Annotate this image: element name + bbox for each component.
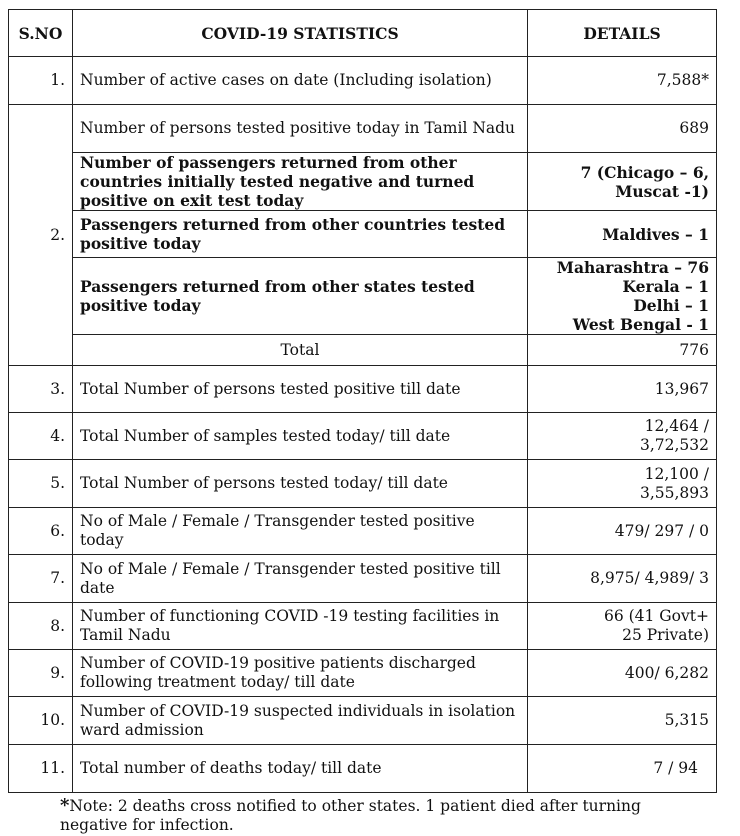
row-label: Number of active cases on date (Including isolation) — [73, 57, 528, 105]
row-value: 5,315 — [528, 697, 717, 745]
header-sno: S.NO — [9, 10, 73, 57]
table-row — [9, 57, 717, 105]
state-count: Kerala – 1 — [622, 277, 709, 296]
row-number: 10. — [9, 697, 73, 745]
row-number: 5. — [9, 460, 73, 508]
row-label: Total Number of samples tested today/ till date — [73, 413, 528, 460]
row-label: Total Number of persons tested today/ till date — [73, 460, 528, 508]
header-row — [9, 10, 717, 57]
value-line: 12,464 / — [644, 417, 709, 435]
row-label: Total number of deaths today/ till date — [73, 745, 528, 793]
table-row — [9, 153, 717, 211]
value-line: 25 Private) — [622, 626, 709, 644]
footnote-marker: * — [60, 795, 70, 816]
row-label: Number of COVID-19 suspected individuals in isolation ward admission — [73, 697, 528, 745]
row-value: 8,975/ 4,989/ 3 — [528, 555, 717, 603]
row-number: 3. — [9, 366, 73, 413]
row-number: 11. — [9, 745, 73, 793]
table-row — [9, 258, 717, 335]
row-label: Number of COVID-19 positive patients discharged following treatment today/ till date — [73, 650, 528, 697]
table-row — [9, 211, 717, 258]
row-value: 400/ 6,282 — [528, 650, 717, 697]
state-count: Delhi – 1 — [633, 296, 709, 315]
total-label: Total — [73, 335, 528, 366]
row-number: 9. — [9, 650, 73, 697]
covid-stats-table — [8, 9, 717, 793]
total-value: 776 — [528, 335, 717, 366]
table-row — [9, 745, 717, 793]
table-row — [9, 413, 717, 460]
row-value: 479/ 297 / 0 — [528, 508, 717, 555]
row-value: 7,588* — [528, 57, 717, 105]
row-value — [528, 745, 717, 793]
total-row — [9, 335, 717, 366]
row-value — [528, 603, 717, 650]
row-label: Total Number of persons tested positive till date — [73, 366, 528, 413]
deaths-value: 7 / 94 — [653, 759, 698, 777]
value-line: 12,100 / — [644, 464, 709, 483]
table-row — [9, 555, 717, 603]
table-row — [9, 105, 717, 153]
row-value: 7 (Chicago – 6, Muscat -1) — [528, 153, 717, 211]
row-label: No of Male / Female / Transgender tested positive till date — [73, 555, 528, 603]
state-count: West Bengal - 1 — [572, 315, 709, 334]
table-row — [9, 366, 717, 413]
footnote-text: Note: 2 deaths cross notified to other states. 1 patient died after turning negative for infection. — [60, 797, 641, 834]
row-values — [528, 258, 717, 335]
row-label: Number of passengers returned from other countries initially tested negative and turned positive on exit test today — [73, 153, 528, 211]
row-value — [528, 413, 717, 460]
value-line: 3,55,893 — [639, 483, 709, 502]
row-label: No of Male / Female / Transgender tested positive today — [73, 508, 528, 555]
row-value — [528, 460, 717, 508]
row-value: 13,967 — [528, 366, 717, 413]
table-row — [9, 650, 717, 697]
footnote — [60, 796, 700, 835]
table-row — [9, 460, 717, 508]
row-value: Maldives – 1 — [528, 211, 717, 258]
row-number: 6. — [9, 508, 73, 555]
row-label: Passengers returned from other states tested positive today — [73, 258, 528, 335]
table-row — [9, 697, 717, 745]
table-row — [9, 603, 717, 650]
header-statistics: COVID-19 STATISTICS — [73, 10, 528, 57]
row-label: Passengers returned from other countries tested positive today — [73, 211, 528, 258]
state-count: Maharashtra – 76 — [556, 258, 709, 277]
row-value: 689 — [528, 105, 717, 153]
value-line: 66 (41 Govt+ — [603, 607, 709, 625]
row-number: 4. — [9, 413, 73, 460]
table-row — [9, 508, 717, 555]
row-number: 7. — [9, 555, 73, 603]
header-details: DETAILS — [528, 10, 717, 57]
row-label: Number of persons tested positive today in Tamil Nadu — [73, 105, 528, 153]
value-line: 3,72,532 — [639, 436, 709, 454]
row-label: Number of functioning COVID -19 testing facilities in Tamil Nadu — [73, 603, 528, 650]
row-number: 1. — [9, 57, 73, 105]
row-number: 8. — [9, 603, 73, 650]
row-number: 2. — [9, 105, 73, 366]
